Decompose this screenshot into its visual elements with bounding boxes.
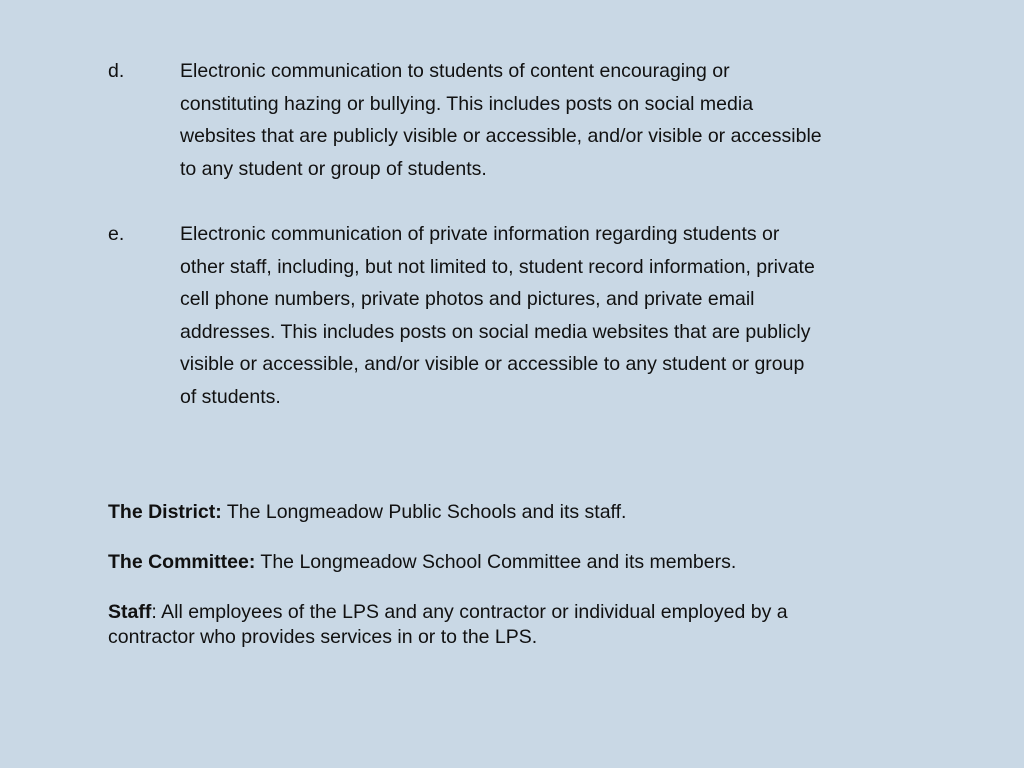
list-item-e-line: visible or accessible, and/or visible or accessible to any student or group [180,353,805,375]
definition-term-staff: Staff [108,601,152,623]
list-item-d-line: websites that are publicly visible or accessible, and/or visible or accessible [180,125,822,147]
definition-text-staff-continued: contractor who provides services in or to the LPS. [108,626,538,648]
list-marker-e: e. [108,223,125,245]
list-marker-d: d. [108,60,125,82]
list-item-e-line: of students. [180,385,281,408]
list-item-d-line: constituting hazing or bullying. This includes posts on social media [180,92,754,115]
definition-staff [108,600,788,650]
definition-text-district: The Longmeadow Public Schools and its staff. [221,501,627,523]
list-item-d-line: to any student or group of students. [180,157,487,180]
list-item-d-line: Electronic communication to students of content encouraging or [180,60,730,82]
definition-committee [108,550,736,575]
list-item-d-text [180,55,822,185]
list-item-e-text [180,218,815,413]
definition-term-district: The District: [108,501,222,523]
definition-text-staff: : All employees of the LPS and any contractor or individual employed by a [151,601,788,623]
definition-term-committee: The Committee: [108,551,256,573]
definition-district [108,500,626,525]
list-item-e-line: cell phone numbers, private photos and pictures, and private email [180,288,755,310]
definition-text-committee: The Longmeadow School Committee and its members. [255,551,737,573]
list-item-e-line: addresses. This includes posts on social media websites that are publicly [180,320,811,343]
list-item-e-line: other staff, including, but not limited to, student record information, private [180,255,815,278]
list-item-e-line: Electronic communication of private information regarding students or [180,223,780,245]
